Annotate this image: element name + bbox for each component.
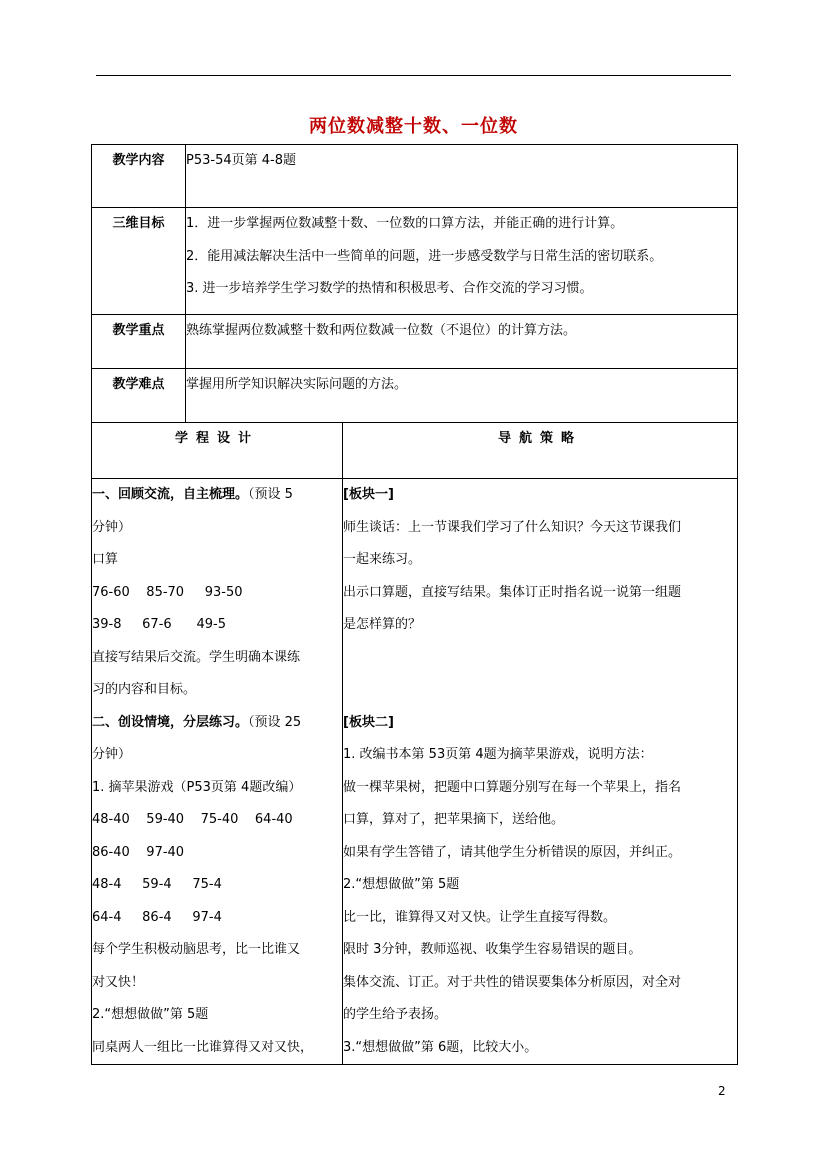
text-line: 出示口算题，直接写结果。集体订正时指名说一说第一组题 <box>343 584 682 600</box>
block-label: [板块二] <box>343 714 394 730</box>
text-line: 对又快！ <box>92 974 145 990</box>
exercise-line: 76-60 85-70 93-50 <box>92 584 243 600</box>
time-note: （预设 25 <box>248 714 302 730</box>
exercise-line: 48-40 59-40 75-40 64-40 <box>92 812 293 827</box>
value-key-point: 熟练掌握两位数减整十数和两位数减一位数（不退位）的计算方法。 <box>186 315 738 369</box>
value-teaching-content: P53-54页第 4-8题 <box>186 145 738 208</box>
text-line: 的学生给予表扬。 <box>343 1007 448 1022</box>
text-line: 3.“想想做做”第 6题，比较大小。 <box>343 1039 538 1055</box>
lesson-plan-table <box>91 144 738 1065</box>
label-goals: 三维目标 <box>92 208 186 315</box>
text-line: 1. 改编书本第 53页第 4题为摘苹果游戏，说明方法： <box>343 747 653 762</box>
section-heading <box>92 479 342 512</box>
document-title: 两位数减整十数、一位数 <box>309 116 518 137</box>
exercise-line: 48-4 59-4 75-4 <box>92 877 222 892</box>
text-line: 口算 <box>92 552 119 567</box>
text-line: 是怎样算的？ <box>343 617 422 632</box>
label-difficulty: 教学难点 <box>92 369 186 423</box>
text-line: 口算，算对了，把苹果摘下，送给他。 <box>343 812 565 827</box>
guidance-strategy-column <box>343 479 738 1065</box>
header-learning-design: 学程设计 <box>92 423 343 479</box>
row-difficulty <box>92 369 738 423</box>
text-line: 限时 3分钟，教师巡视、收集学生容易错误的题目。 <box>343 942 642 957</box>
spacer-line <box>343 674 737 707</box>
value-difficulty: 掌握用所学知识解决实际问题的方法。 <box>186 369 738 423</box>
row-goals <box>92 208 738 315</box>
text-line: 习的内容和目标。 <box>92 682 197 697</box>
header-rule <box>96 75 731 76</box>
block-label: [板块一] <box>343 487 394 502</box>
section-title: 一、回顾交流，自主梳理。 <box>92 487 249 502</box>
text-line: 每个学生积极动脑思考，比一比谁又 <box>92 942 301 957</box>
header-guidance-strategy: 导航策略 <box>343 423 738 479</box>
label-key-point: 教学重点 <box>92 315 186 369</box>
goal-item: 3. 进一步培养学生学习数学的热情和积极思考、合作交流的学习习惯。 <box>186 281 593 296</box>
text-line: 同桌两人一组比一比谁算得又对又快， <box>92 1039 314 1055</box>
text-line: 如果有学生答错了，请其他学生分析错误的原因，并纠正。 <box>343 844 682 860</box>
learning-design-column <box>92 479 343 1065</box>
goals-list <box>186 208 738 315</box>
exercise-line: 64-4 86-4 97-4 <box>92 909 222 925</box>
section-heading <box>92 707 342 740</box>
text-line: 2.“想想做做”第 5题 <box>92 1007 209 1022</box>
goal-item: 1．进一步掌握两位数减整十数、一位数的口算方法，并能正确的进行计算。 <box>186 216 624 231</box>
row-column-headers <box>92 423 738 479</box>
row-body <box>92 479 738 1065</box>
page-number: 2 <box>718 1084 726 1098</box>
label-teaching-content: 教学内容 <box>92 145 186 208</box>
time-note: （预设 5 <box>248 487 293 502</box>
exercise-line: 86-40 97-40 <box>92 844 185 860</box>
text-line: 比一比，谁算得又对又快。让学生直接写得数。 <box>343 909 617 925</box>
text-line: 1. 摘苹果游戏（P53页第 4题改编） <box>92 779 302 795</box>
text-line: 集体交流、订正。对于共性的错误要集体分析原因，对全对 <box>343 974 682 990</box>
text-line: 分钟） <box>92 519 132 535</box>
row-key-point <box>92 315 738 369</box>
text-line: 直接写结果后交流。学生明确本课练 <box>92 649 301 665</box>
text-line: 一起来练习。 <box>343 552 422 567</box>
text-line: 做一棵苹果树，把题中口算题分别写在每一个苹果上，指名 <box>343 779 682 795</box>
row-teaching-content <box>92 145 738 208</box>
exercise-line: 39-8 67-6 49-5 <box>92 617 226 632</box>
section-title: 二、创设情境，分层练习。 <box>92 714 249 730</box>
text-line: 分钟） <box>92 747 132 762</box>
text-line: 师生谈话：上一节课我们学习了什么知识？今天这节课我们 <box>343 519 682 535</box>
goal-item: 2．能用减法解决生活中一些简单的问题，进一步感受数学与日常生活的密切联系。 <box>186 248 663 264</box>
spacer-line <box>343 642 737 675</box>
text-line: 2.“想想做做”第 5题 <box>343 877 460 892</box>
